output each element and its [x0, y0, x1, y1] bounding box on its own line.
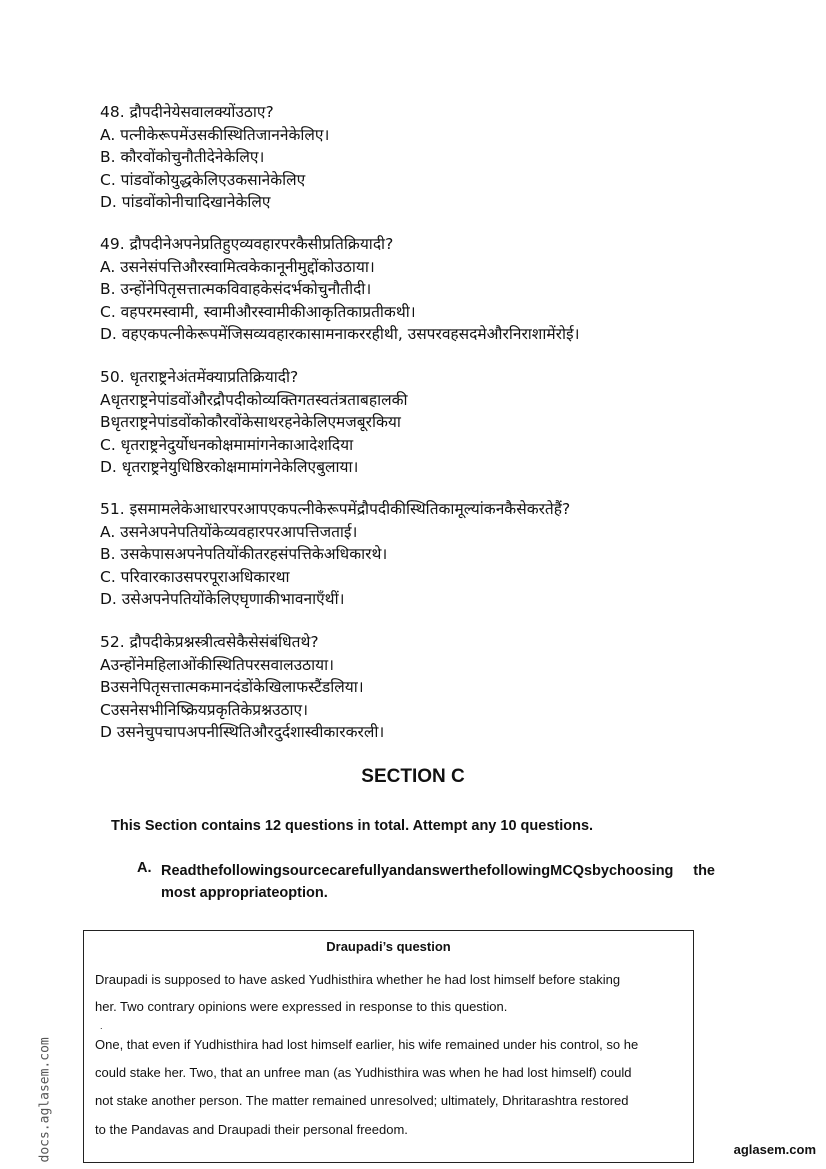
option-a: A. पत्नीकेरूपमेंउसकीस्थितिजाननेकेलिए।	[100, 125, 330, 144]
source-line: not stake another person. The matter remained unresolved; ultimately, Dhritarashtra restored	[95, 1093, 629, 1108]
option-a: A. उसनेअपनेपतियोंकेव्यवहारपरआपत्तिजताई।	[100, 522, 358, 541]
option-b: B. कौरवोंकोचुनौतीदेनेकेलिए।	[100, 148, 265, 167]
source-line: her. Two contrary opinions were expressed in response to this question.	[95, 999, 508, 1014]
option-a: A. उसनेसंपत्तिऔरस्वामित्वकेकानूनीमुद्दोंकोउठाया।	[100, 257, 375, 276]
option-b: Bउसनेपितृसत्तात्मकमानदंडोंकेखिलाफस्टैंडलिया।	[100, 678, 364, 697]
question-stem: 50. धृतराष्ट्रनेअंतमेंक्याप्रतिक्रियादी?	[100, 368, 299, 386]
source-line: could stake her. Two, that an unfree man (as Yudhisthira was when he had lost himself) could	[95, 1065, 632, 1080]
source-box	[83, 930, 694, 1163]
question-stem: 49. द्रौपदीनेअपनेप्रतिहुएव्यवहारपरकैसीप्रतिक्रियादी?	[100, 235, 394, 253]
corner-watermark: aglasem.com	[733, 1142, 816, 1157]
option-d: D. धृतराष्ट्रनेयुधिष्ठिरकोक्षमामांगनेकेलिएबुलाया।	[100, 458, 359, 477]
question-50	[100, 366, 408, 479]
section-info: This Section contains 12 questions in total. Attempt any 10 questions.	[111, 818, 594, 834]
option-c: C. परिवारकाउसपरपूराअधिकारथा	[100, 567, 290, 586]
option-b: Bधृतराष्ट्रनेपांडवोंकोकौरवोंकेसाथरहनेकेलिएमजबूरकिया	[100, 413, 401, 432]
instruction-text: most appropriateoption.	[161, 885, 328, 901]
question-49	[100, 233, 579, 346]
option-d: D. उसेअपनेपतियोंकेलिएघृणाकीभावनाएँथीं।	[100, 590, 345, 609]
instruction	[161, 860, 715, 904]
question-52	[100, 631, 384, 744]
instruction-text: MCQsbychoosing	[550, 863, 674, 879]
question-51	[100, 498, 570, 611]
option-a: Aधृतराष्ट्रनेपांडवोंऔरद्रौपदीकोव्यक्तिगतस्वतंत्रताबहालकी	[100, 390, 408, 409]
stray-dot: .	[100, 1021, 103, 1031]
option-d: D उसनेचुपचापअपनीस्थितिऔरदुर्दशास्वीकारकरली।	[100, 723, 385, 742]
option-c: C. पांडवोंकोयुद्धकेलिएउकसानेकेलिए	[100, 170, 306, 189]
option-c: Cउसनेसभीनिष्क्रियप्रकृतिकेप्रश्नउठाए।	[100, 700, 308, 719]
option-b: B. उसकेपासअपनेपतियोंकीतरहसंपत्तिकेअधिकारथे।	[100, 545, 388, 564]
question-stem: 52. द्रौपदीकेप्रश्नस्त्रीत्वसेकैसेसंबंधितथे?	[100, 633, 319, 651]
option-d: D. वहएकपत्नीकेरूपमेंजिसव्यवहारकासामनाकररहीथी, उसपरवहसदमेऔरनिराशामेंरोई।	[100, 325, 580, 344]
option-c: C. धृतराष्ट्रनेदुर्योधनकोक्षमामांगनेकाआदेशदिया	[100, 435, 354, 454]
source-title: Draupadi’s question	[326, 939, 451, 954]
instruction-marker: A.	[137, 860, 152, 876]
question-stem: 51. इसमामलेकेआधारपरआपएकपत्नीकेरूपमेंद्रौपदीकीस्थितिकामूल्यांकनकैसेकरतेहैं?	[100, 500, 571, 518]
instruction-text: Readthefollowingsourcecarefullyandanswerthefollowing	[161, 863, 551, 879]
source-line: One, that even if Yudhisthira had lost himself earlier, his wife remained under his control, so he	[95, 1037, 639, 1052]
instruction-text: the	[693, 863, 715, 879]
option-c: C. वहपरमस्वामी, स्वामीऔरस्वामीकीआकृतिकाप्रतीकथी।	[100, 302, 416, 321]
section-title: SECTION C	[361, 766, 465, 787]
option-d: D. पांडवोंकोनीचादिखानेकेलिए	[100, 193, 271, 212]
question-48	[100, 101, 329, 214]
option-b: B. उन्होंनेपितृसत्तात्मकविवाहकेसंदर्भकोचुनौतीदी।	[100, 280, 372, 299]
side-watermark: docs.aglasem.com	[37, 1037, 53, 1163]
question-stem: 48. द्रौपदीनेयेसवालक्योंउठाए?	[100, 103, 274, 121]
option-a: Aउन्होंनेमहिलाओंकीस्थितिपरसवालउठाया।	[100, 655, 335, 674]
source-line: to the Pandavas and Draupadi their personal freedom.	[95, 1122, 408, 1137]
source-line: Draupadi is supposed to have asked Yudhisthira whether he had lost himself before staking	[95, 972, 621, 987]
